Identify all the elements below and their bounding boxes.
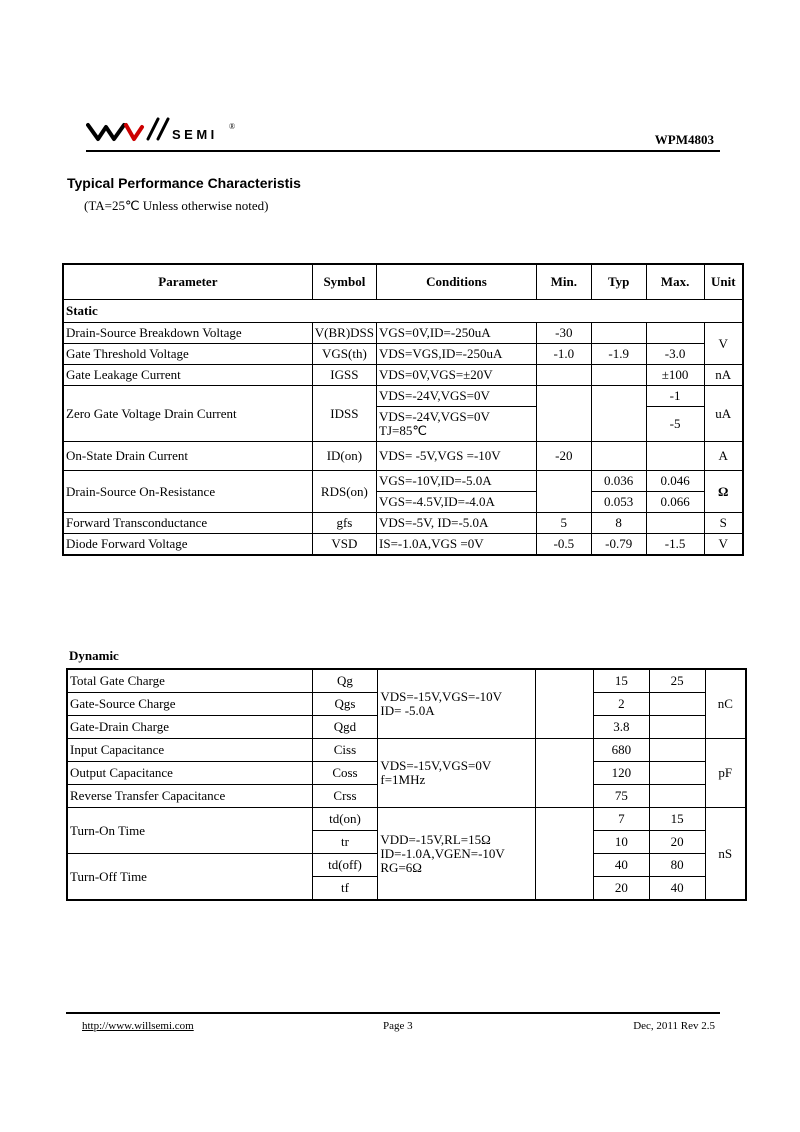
page-title: Typical Performance Characteristis: [67, 175, 301, 191]
param-cell: Drain-Source On-Resistance: [63, 471, 312, 513]
condition-line: RG=6Ω: [380, 859, 422, 875]
max-cell: 25: [649, 669, 705, 693]
column-header: Min.: [536, 264, 591, 300]
header-rule: [86, 150, 720, 152]
unit-cell: V: [704, 534, 743, 556]
typ-cell: 15: [593, 669, 649, 693]
min-cell: [536, 471, 591, 513]
table-row: [67, 739, 746, 762]
symbol-cell: IGSS: [312, 365, 376, 386]
symbol-cell: V(BR)DSS: [312, 323, 376, 344]
max-cell: 0.066: [646, 492, 704, 513]
max-cell: [649, 716, 705, 739]
min-cell: [536, 386, 591, 442]
param-cell: Gate Leakage Current: [63, 365, 312, 386]
table-row: [67, 669, 746, 693]
symbol-cell: Qgs: [312, 693, 378, 716]
param-cell: Zero Gate Voltage Drain Current: [63, 386, 312, 442]
max-cell: 40: [649, 877, 705, 901]
typ-cell: -1.9: [591, 344, 646, 365]
min-cell: [536, 365, 591, 386]
min-cell: 5: [536, 513, 591, 534]
max-cell: [649, 739, 705, 762]
max-cell: [646, 323, 704, 344]
max-cell: [646, 513, 704, 534]
max-cell: [646, 442, 704, 471]
max-cell: 80: [649, 854, 705, 877]
symbol-cell: Qg: [312, 669, 378, 693]
symbol-cell: VGS(th): [312, 344, 376, 365]
column-header: Max.: [646, 264, 704, 300]
max-cell: [649, 762, 705, 785]
condition-line: TJ=85℃: [379, 423, 427, 438]
unit-cell: nS: [705, 808, 746, 901]
symbol-cell: ID(on): [312, 442, 376, 471]
symbol-cell: Coss: [312, 762, 378, 785]
max-cell: -3.0: [646, 344, 704, 365]
typ-cell: 8: [591, 513, 646, 534]
condition-cell: VDS=-24V,VGS=0V: [377, 386, 537, 407]
param-cell: Gate-Drain Charge: [67, 716, 312, 739]
column-header: Parameter: [63, 264, 312, 300]
dynamic-characteristics-table: [66, 668, 747, 901]
typ-cell: -0.79: [591, 534, 646, 556]
min-cell: [536, 669, 594, 739]
param-cell: Forward Transconductance: [63, 513, 312, 534]
min-cell: -30: [536, 323, 591, 344]
max-cell: -1.5: [646, 534, 704, 556]
condition-cell: VDS=VGS,ID=-250uA: [377, 344, 537, 365]
condition-cell: [378, 808, 536, 901]
param-cell: Turn-On Time: [67, 808, 312, 854]
min-cell: [536, 808, 594, 901]
typ-cell: 10: [593, 831, 649, 854]
typ-cell: 2: [593, 693, 649, 716]
max-cell: [649, 693, 705, 716]
condition-line: ID=-1.0A,VGEN=-10V: [380, 845, 505, 861]
min-cell: -0.5: [536, 534, 591, 556]
condition-cell: VGS=0V,ID=-250uA: [377, 323, 537, 344]
param-cell: Reverse Transfer Capacitance: [67, 785, 312, 808]
param-cell: Drain-Source Breakdown Voltage: [63, 323, 312, 344]
section-label: Static: [63, 300, 743, 323]
condition-line: ID= -5.0A: [380, 703, 435, 718]
typ-cell: 0.053: [591, 492, 646, 513]
typ-cell: 75: [593, 785, 649, 808]
typ-cell: 20: [593, 877, 649, 901]
symbol-cell: VSD: [312, 534, 376, 556]
param-cell: On-State Drain Current: [63, 442, 312, 471]
unit-cell: uA: [704, 386, 743, 442]
symbol-cell: gfs: [312, 513, 376, 534]
condition-cell: [378, 669, 536, 739]
param-cell: Output Capacitance: [67, 762, 312, 785]
column-header: Unit: [704, 264, 743, 300]
typ-cell: [591, 386, 646, 442]
table-row: [63, 534, 743, 556]
conditions-note: (TA=25℃ Unless otherwise noted): [84, 198, 269, 213]
max-cell: ±100: [646, 365, 704, 386]
param-cell: Gate-Source Charge: [67, 693, 312, 716]
max-cell: 0.046: [646, 471, 704, 492]
willsemi-logo: [86, 115, 172, 145]
condition-cell: VGS=-10V,ID=-5.0A: [377, 471, 537, 492]
symbol-cell: td(on): [312, 808, 378, 831]
typ-cell: 3.8: [593, 716, 649, 739]
brand-text: SEMI: [172, 127, 218, 142]
param-cell: Input Capacitance: [67, 739, 312, 762]
unit-cell: V: [704, 323, 743, 365]
table-row: [63, 323, 743, 344]
max-cell: -5: [646, 407, 704, 442]
table-row: [63, 471, 743, 492]
symbol-cell: tr: [312, 831, 378, 854]
typ-cell: 7: [593, 808, 649, 831]
max-cell: 15: [649, 808, 705, 831]
symbol-cell: td(off): [312, 854, 378, 877]
max-cell: -1: [646, 386, 704, 407]
condition-cell: VDS=-5V, ID=-5.0A: [377, 513, 537, 534]
revision-info: Dec, 2011 Rev 2.5: [633, 1020, 715, 1032]
column-header: Conditions: [377, 264, 537, 300]
static-characteristics-table: [62, 263, 744, 556]
part-number: WPM4803: [654, 132, 714, 147]
table-row: [63, 344, 743, 365]
condition-cell: VGS=-4.5V,ID=-4.0A: [377, 492, 537, 513]
condition-cell: VDS= -5V,VGS =-10V: [377, 442, 537, 471]
column-header: Typ: [591, 264, 646, 300]
symbol-cell: tf: [312, 877, 378, 901]
symbol-cell: Ciss: [312, 739, 378, 762]
registered-mark: ®: [229, 122, 236, 131]
condition-line: VDS=-15V,VGS=0V: [380, 758, 492, 773]
unit-cell: A: [704, 442, 743, 471]
typ-cell: 680: [593, 739, 649, 762]
table-row: [63, 513, 743, 534]
min-cell: -1.0: [536, 344, 591, 365]
dynamic-section-title: Dynamic: [69, 648, 119, 663]
unit-cell: S: [704, 513, 743, 534]
condition-line: VDS=-24V,VGS=0V: [379, 409, 490, 424]
typ-cell: 0.036: [591, 471, 646, 492]
symbol-cell: RDS(on): [312, 471, 376, 513]
condition-line: VDD=-15V,RL=15Ω: [380, 831, 491, 847]
max-cell: 20: [649, 831, 705, 854]
min-cell: -20: [536, 442, 591, 471]
unit-cell: nC: [705, 669, 746, 739]
typ-cell: [591, 442, 646, 471]
unit-cell: nA: [704, 365, 743, 386]
typ-cell: [591, 365, 646, 386]
column-header: Symbol: [312, 264, 376, 300]
section-row: [63, 300, 743, 323]
footer-rule: [66, 1012, 720, 1014]
table-header-row: [63, 264, 743, 300]
condition-cell: VDS=0V,VGS=±20V: [377, 365, 537, 386]
param-cell: Diode Forward Voltage: [63, 534, 312, 556]
symbol-cell: Crss: [312, 785, 378, 808]
typ-cell: [591, 323, 646, 344]
table-row: [63, 442, 743, 471]
typ-cell: 120: [593, 762, 649, 785]
symbol-cell: Qgd: [312, 716, 378, 739]
param-cell: Turn-Off Time: [67, 854, 312, 901]
param-cell: Total Gate Charge: [67, 669, 312, 693]
condition-line: VDS=-15V,VGS=-10V: [380, 689, 503, 704]
unit-cell: pF: [705, 739, 746, 808]
condition-cell: [377, 407, 537, 442]
table-row: [63, 365, 743, 386]
symbol-cell: IDSS: [312, 386, 376, 442]
unit-cell: Ω: [704, 471, 743, 513]
condition-cell: [378, 739, 536, 808]
typ-cell: 40: [593, 854, 649, 877]
website-link[interactable]: http://www.willsemi.com: [82, 1020, 194, 1032]
param-cell: Gate Threshold Voltage: [63, 344, 312, 365]
max-cell: [649, 785, 705, 808]
table-row: [63, 386, 743, 407]
min-cell: [536, 739, 594, 808]
condition-line: f=1MHz: [380, 772, 426, 787]
page-number: Page 3: [383, 1020, 413, 1032]
condition-cell: IS=-1.0A,VGS =0V: [377, 534, 537, 556]
table-row: [67, 808, 746, 831]
